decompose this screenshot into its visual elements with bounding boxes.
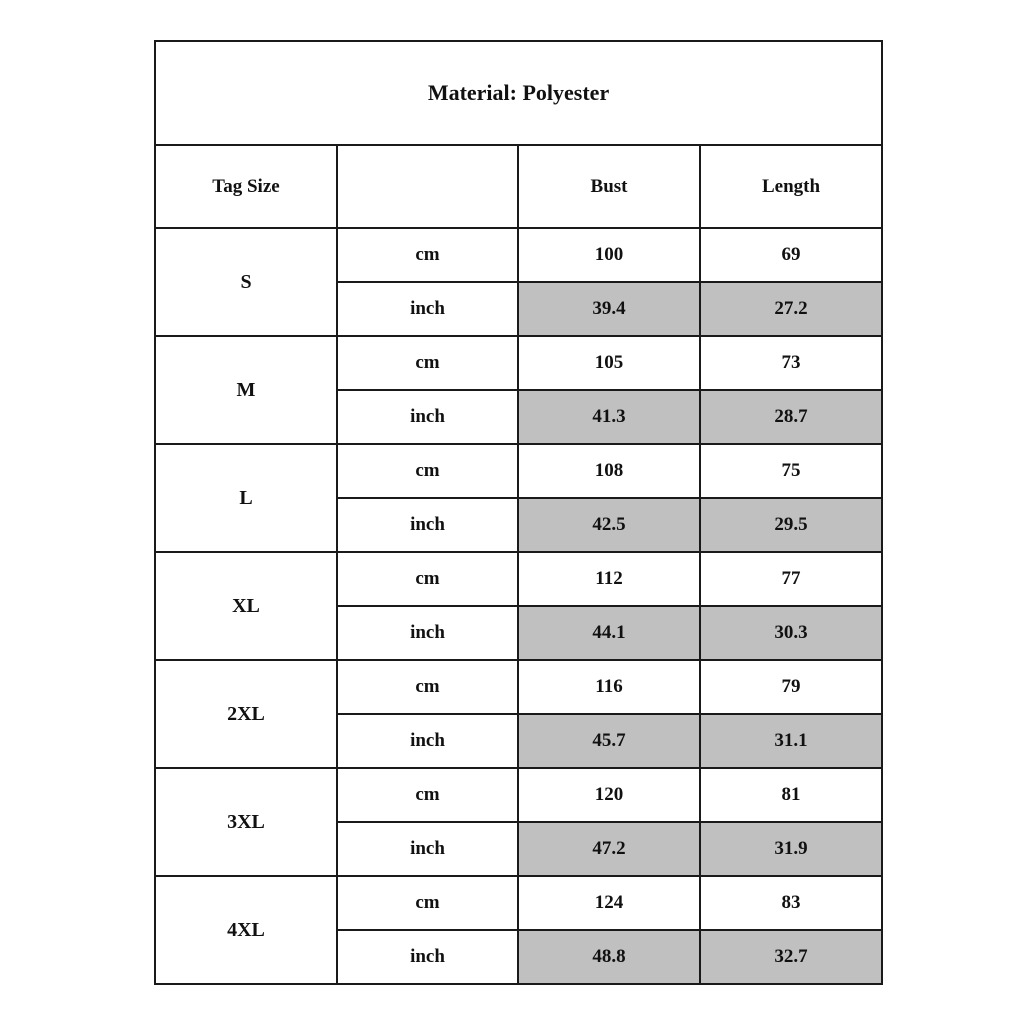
header-bust: Bust [518,145,700,228]
unit-cell: inch [337,282,518,336]
length-cell: 28.7 [700,390,882,444]
bust-cell: 116 [518,660,700,714]
tag-size-cell: L [155,444,337,552]
table-row [155,876,882,930]
bust-cell: 41.3 [518,390,700,444]
unit-cell: inch [337,390,518,444]
unit-cell: cm [337,228,518,282]
unit-cell: inch [337,822,518,876]
header-unit [337,145,518,228]
tag-size-cell: 4XL [155,876,337,984]
bust-cell: 105 [518,336,700,390]
header-row [155,145,882,228]
bust-cell: 42.5 [518,498,700,552]
bust-cell: 100 [518,228,700,282]
unit-cell: cm [337,876,518,930]
unit-cell: cm [337,552,518,606]
title-row [155,41,882,145]
bust-cell: 108 [518,444,700,498]
table-row [155,552,882,606]
length-cell: 83 [700,876,882,930]
tag-size-cell: M [155,336,337,444]
table-row [155,444,882,498]
bust-cell: 124 [518,876,700,930]
tag-size-cell: S [155,228,337,336]
length-cell: 77 [700,552,882,606]
unit-cell: cm [337,336,518,390]
table-title: Material: Polyester [155,41,882,145]
table-row [155,336,882,390]
bust-cell: 48.8 [518,930,700,984]
unit-cell: inch [337,498,518,552]
table-row [155,228,882,282]
length-cell: 29.5 [700,498,882,552]
size-chart-table [154,40,883,985]
unit-cell: cm [337,444,518,498]
unit-cell: cm [337,768,518,822]
tag-size-cell: 2XL [155,660,337,768]
tag-size-cell: 3XL [155,768,337,876]
length-cell: 73 [700,336,882,390]
unit-cell: inch [337,930,518,984]
tag-size-cell: XL [155,552,337,660]
unit-cell: inch [337,606,518,660]
length-cell: 31.9 [700,822,882,876]
length-cell: 81 [700,768,882,822]
bust-cell: 112 [518,552,700,606]
bust-cell: 120 [518,768,700,822]
bust-cell: 47.2 [518,822,700,876]
length-cell: 69 [700,228,882,282]
length-cell: 75 [700,444,882,498]
length-cell: 32.7 [700,930,882,984]
bust-cell: 39.4 [518,282,700,336]
length-cell: 30.3 [700,606,882,660]
unit-cell: cm [337,660,518,714]
table-row [155,660,882,714]
header-tag-size: Tag Size [155,145,337,228]
bust-cell: 44.1 [518,606,700,660]
table-row [155,768,882,822]
length-cell: 27.2 [700,282,882,336]
header-length: Length [700,145,882,228]
bust-cell: 45.7 [518,714,700,768]
length-cell: 31.1 [700,714,882,768]
length-cell: 79 [700,660,882,714]
unit-cell: inch [337,714,518,768]
